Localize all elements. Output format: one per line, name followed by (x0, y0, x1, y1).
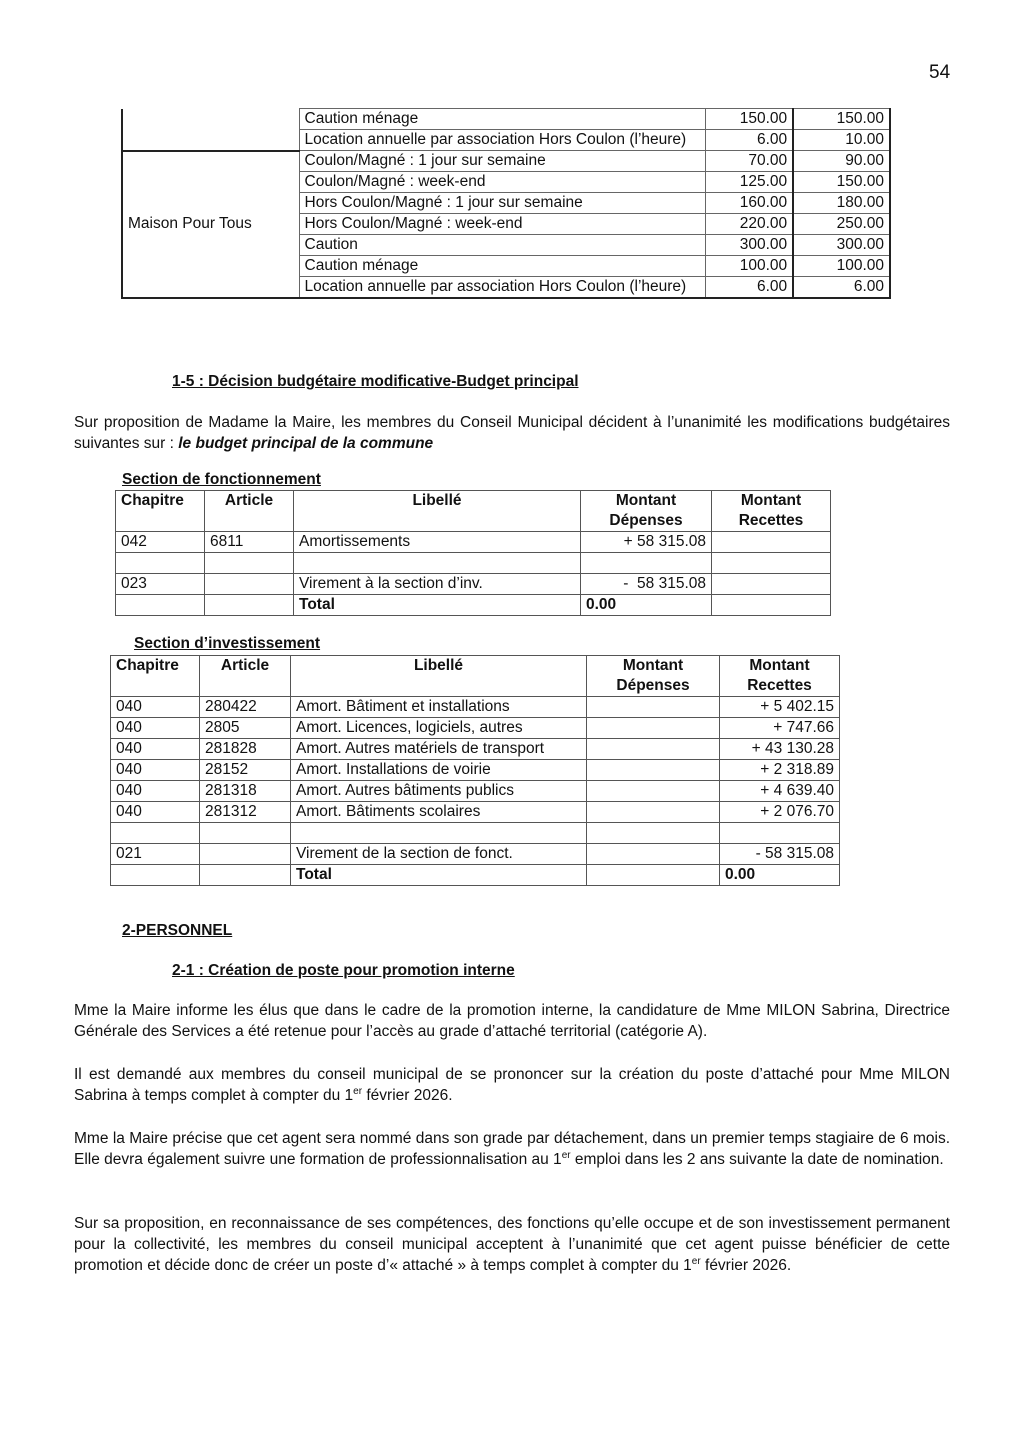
tarif-value-2: 10.00 (793, 130, 890, 151)
cell-article (205, 574, 294, 595)
cell-article: 6811 (205, 532, 294, 553)
cell-chapitre (116, 553, 205, 574)
cell-chapitre: 042 (116, 532, 205, 553)
cell-depenses (587, 718, 720, 739)
table-row (111, 760, 840, 781)
fonctionnement-table (115, 490, 831, 616)
tarif-table (121, 108, 891, 299)
table-total-row (111, 865, 840, 886)
cell-chapitre (116, 595, 205, 616)
paragraph-3 (74, 1128, 950, 1170)
cell-article: 28152 (200, 760, 291, 781)
table-header-row (111, 656, 840, 697)
cell-recettes: + 4 639.40 (720, 781, 840, 802)
col-montant-recettes: Montant Recettes (712, 491, 831, 532)
total-recettes: 0.00 (720, 865, 840, 886)
col-article: Article (200, 656, 291, 697)
cell-recettes (712, 574, 831, 595)
cell-libelle (291, 823, 587, 844)
cell-libelle: Amortissements (294, 532, 581, 553)
cell-recettes: + 5 402.15 (720, 697, 840, 718)
col-chapitre: Chapitre (116, 491, 205, 532)
paragraph-2-text-end: février 2026. (362, 1087, 453, 1104)
investissement-table (110, 655, 840, 886)
paragraph-4-text: Sur sa proposition, en reconnaissance de ses compétences, des fonctions qu’elle occupe et de son investissement permanent pour la collectivité, les membres du conseil municipal acceptent à l’unanimité que cet agent puisse bénéficier de cette promotion et décide donc de créer un poste d’« attaché » à temps complet à compter du 1 (74, 1215, 950, 1274)
table-row (122, 109, 890, 130)
paragraph-3-text-end: emploi dans les 2 ans suivante la date de nomination. (570, 1151, 944, 1168)
total-depenses: 0.00 (581, 595, 712, 616)
table-row (111, 802, 840, 823)
tarif-value-2: 6.00 (793, 277, 890, 299)
cell-recettes: + 2 076.70 (720, 802, 840, 823)
page-number: 54 (929, 62, 951, 83)
table-row (122, 151, 890, 172)
total-label: Total (291, 865, 587, 886)
cell-chapitre: 040 (111, 760, 200, 781)
section-1-5-intro (74, 412, 950, 454)
cell-libelle: Amort. Installations de voirie (291, 760, 587, 781)
cell-depenses: + 58 315.08 (581, 532, 712, 553)
cell-depenses (587, 781, 720, 802)
cell-recettes (712, 553, 831, 574)
cell-libelle: Amort. Bâtiment et installations (291, 697, 587, 718)
cell-recettes: + 43 130.28 (720, 739, 840, 760)
tarif-value-2: 300.00 (793, 235, 890, 256)
tarif-value-2: 250.00 (793, 214, 890, 235)
tarif-value-1: 100.00 (706, 256, 793, 277)
cell-article (205, 553, 294, 574)
cell-libelle: Amort. Licences, logiciels, autres (291, 718, 587, 739)
venue-cell: Maison Pour Tous (122, 151, 299, 299)
cell-recettes: + 747.66 (720, 718, 840, 739)
tarif-value-2: 100.00 (793, 256, 890, 277)
table-header-row (116, 491, 831, 532)
col-libelle: Libellé (291, 656, 587, 697)
cell-libelle (294, 553, 581, 574)
cell-depenses (587, 760, 720, 781)
cell-chapitre (111, 823, 200, 844)
cell-article (205, 595, 294, 616)
tarif-label: Caution ménage (299, 256, 706, 277)
tarif-label: Hors Coulon/Magné : 1 jour sur semaine (299, 193, 706, 214)
section-heading-2-1: 2-1 : Création de poste pour promotion interne (172, 962, 515, 979)
tarif-value-1: 6.00 (706, 130, 793, 151)
cell-depenses (587, 802, 720, 823)
cell-libelle: Amort. Bâtiments scolaires (291, 802, 587, 823)
cell-article: 280422 (200, 697, 291, 718)
table-row (111, 781, 840, 802)
cell-article (200, 844, 291, 865)
table-row (111, 844, 840, 865)
cell-chapitre: 040 (111, 781, 200, 802)
cell-article: 281828 (200, 739, 291, 760)
table-row (116, 532, 831, 553)
table-row (111, 718, 840, 739)
total-recettes (712, 595, 831, 616)
table-row (116, 553, 831, 574)
total-label: Total (294, 595, 581, 616)
tarif-label: Caution ménage (299, 109, 706, 130)
table-row (111, 823, 840, 844)
cell-article: 281312 (200, 802, 291, 823)
cell-article (200, 823, 291, 844)
tarif-value-1: 220.00 (706, 214, 793, 235)
cell-recettes: + 2 318.89 (720, 760, 840, 781)
cell-chapitre: 040 (111, 697, 200, 718)
intro-text: Sur proposition de Madame la Maire, les membres du Conseil Municipal décident à l’unanimité les modifications budgétaires suivantes sur : (74, 414, 950, 452)
col-montant-depenses: Montant Dépenses (587, 656, 720, 697)
cell-chapitre: 040 (111, 718, 200, 739)
cell-recettes (712, 532, 831, 553)
investissement-title: Section d’investissement (134, 635, 321, 652)
table-row (111, 697, 840, 718)
col-chapitre: Chapitre (111, 656, 200, 697)
tarif-value-1: 160.00 (706, 193, 793, 214)
fonctionnement-title: Section de fonctionnement (122, 471, 321, 488)
tarif-value-2: 150.00 (793, 172, 890, 193)
superscript: er (691, 1255, 701, 1267)
tarif-value-1: 300.00 (706, 235, 793, 256)
col-libelle: Libellé (294, 491, 581, 532)
intro-emphasis: le budget principal de la commune (178, 435, 434, 452)
cell-depenses (587, 844, 720, 865)
cell-recettes (720, 823, 840, 844)
col-article: Article (205, 491, 294, 532)
cell-chapitre: 040 (111, 739, 200, 760)
tarif-value-2: 90.00 (793, 151, 890, 172)
cell-depenses: - 58 315.08 (581, 574, 712, 595)
tarif-value-2: 180.00 (793, 193, 890, 214)
cell-depenses (587, 697, 720, 718)
section-heading-2: 2-PERSONNEL (122, 922, 233, 939)
cell-depenses (587, 739, 720, 760)
paragraph-2-text: Il est demandé aux membres du conseil municipal de se prononcer sur la création du poste d’attaché pour Mme MILON Sabrina à temps complet à compter du 1 (74, 1066, 950, 1104)
superscript: er (353, 1085, 363, 1097)
tarif-label: Hors Coulon/Magné : week-end (299, 214, 706, 235)
tarif-label: Coulon/Magné : week-end (299, 172, 706, 193)
cell-depenses (581, 553, 712, 574)
cell-libelle: Amort. Autres matériels de transport (291, 739, 587, 760)
tarif-value-2: 150.00 (793, 109, 890, 130)
paragraph-3-text: Mme la Maire précise que cet agent sera nommé dans son grade par détachement, dans un premier temps stagiaire de 6 mois. Elle devra également suivre une formation de professionnalisation au 1 (74, 1130, 950, 1168)
col-montant-depenses: Montant Dépenses (581, 491, 712, 532)
table-total-row (116, 595, 831, 616)
cell-libelle: Amort. Autres bâtiments publics (291, 781, 587, 802)
paragraph-4-text-end: février 2026. (700, 1257, 792, 1274)
cell-depenses (587, 823, 720, 844)
cell-chapitre: 040 (111, 802, 200, 823)
cell-article (200, 865, 291, 886)
paragraph-4 (74, 1213, 950, 1276)
paragraph-2 (74, 1064, 950, 1106)
table-row (116, 574, 831, 595)
cell-article: 281318 (200, 781, 291, 802)
tarif-value-1: 150.00 (706, 109, 793, 130)
cell-libelle: Virement à la section d’inv. (294, 574, 581, 595)
section-heading-1-5: 1-5 : Décision budgétaire modificative-Budget principal (172, 373, 579, 390)
cell-libelle: Virement de la section de fonct. (291, 844, 587, 865)
total-depenses (587, 865, 720, 886)
tarif-label: Coulon/Magné : 1 jour sur semaine (299, 151, 706, 172)
cell-chapitre (111, 865, 200, 886)
cell-recettes: - 58 315.08 (720, 844, 840, 865)
table-row (111, 739, 840, 760)
tarif-label: Location annuelle par association Hors Coulon (l’heure) (299, 277, 706, 299)
tarif-value-1: 6.00 (706, 277, 793, 299)
cell-chapitre: 023 (116, 574, 205, 595)
tarif-value-1: 125.00 (706, 172, 793, 193)
cell-article: 2805 (200, 718, 291, 739)
col-montant-recettes: Montant Recettes (720, 656, 840, 697)
venue-cell (122, 109, 299, 151)
cell-chapitre: 021 (111, 844, 200, 865)
tarif-value-1: 70.00 (706, 151, 793, 172)
paragraph-1: Mme la Maire informe les élus que dans le cadre de la promotion interne, la candidature de Mme MILON Sabrina, Directrice Générale des Services a été retenue pour l’accès au grade d’attaché territorial (catégorie A). (74, 1002, 950, 1040)
superscript: er (561, 1149, 571, 1161)
tarif-label: Caution (299, 235, 706, 256)
tarif-label: Location annuelle par association Hors Coulon (l’heure) (299, 130, 706, 151)
